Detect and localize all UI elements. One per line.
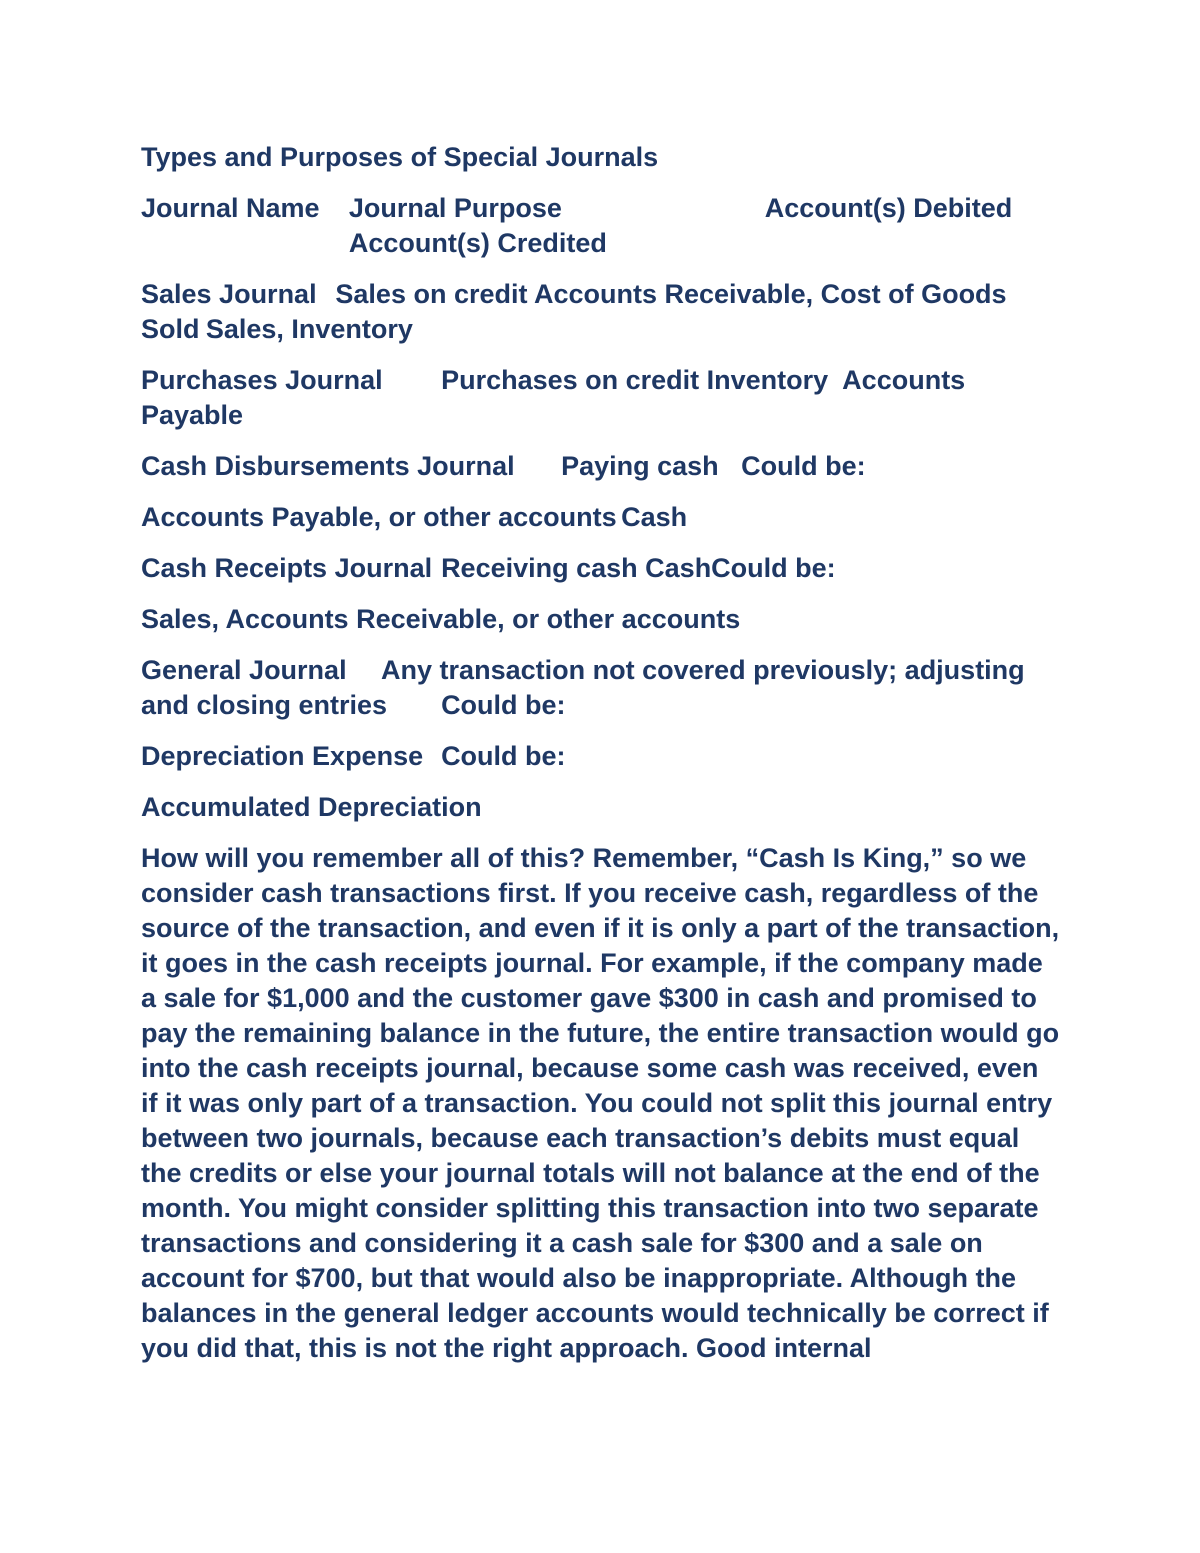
document-content: [141, 140, 1061, 1366]
line-accumulated-depreciation: Accumulated Depreciation: [141, 792, 482, 822]
line-depreciation-expense: Depreciation Expense Could be:: [141, 741, 566, 771]
line-sales-journal: Sales Journal Sales on credit Accounts Receivable, Cost of Goods Sold Sales, Inventory: [141, 279, 1015, 344]
line-general-journal: General Journal Any transaction not covered previously; adjusting and closing entries Could be:: [141, 655, 1033, 720]
document-title: Types and Purposes of Special Journals: [141, 142, 659, 172]
line-purchases-journal: Purchases Journal Purchases on credit Inventory Accounts Payable: [141, 365, 973, 430]
line-cash-receipts-accounts: Sales, Accounts Receivable, or other accounts: [141, 604, 741, 634]
line-cash-receipts: Cash Receipts Journal Receiving cash CashCould be:: [141, 553, 836, 583]
line-cash-disbursements-accounts: Accounts Payable, or other accounts Cash: [141, 502, 688, 532]
body-paragraph: How will you remember all of this? Remember, “Cash Is King,” so we consider cash transactions first. If you receive cash, regardless of the source of the transaction, and even if it is only a part of the transaction, it goes in the cash receipts journal. For example, if the company made a sale for $1,000 and the customer gave $300 in cash and promised to pay the remaining balance in the future, the entire transaction would go into the cash receipts journal, because some cash was received, even if it was only part of a transaction. You could not split this journal entry between two journals, because each transaction’s debits must equal the credits or else your journal totals will not balance at the end of the month. You might consider splitting this transaction into two separate transactions and considering it a cash sale for $300 and a sale on account for $700, but that would also be inappropriate. Although the balances in the general ledger accounts would technically be correct if you did that, this is not the right approach. Good internal: [141, 843, 1060, 1363]
line-cash-disbursements: Cash Disbursements Journal Paying cash Could be:: [141, 451, 866, 481]
line-journal-header: Journal Name Journal Purpose Account(s) Debited Account(s) Credited: [141, 193, 1013, 258]
